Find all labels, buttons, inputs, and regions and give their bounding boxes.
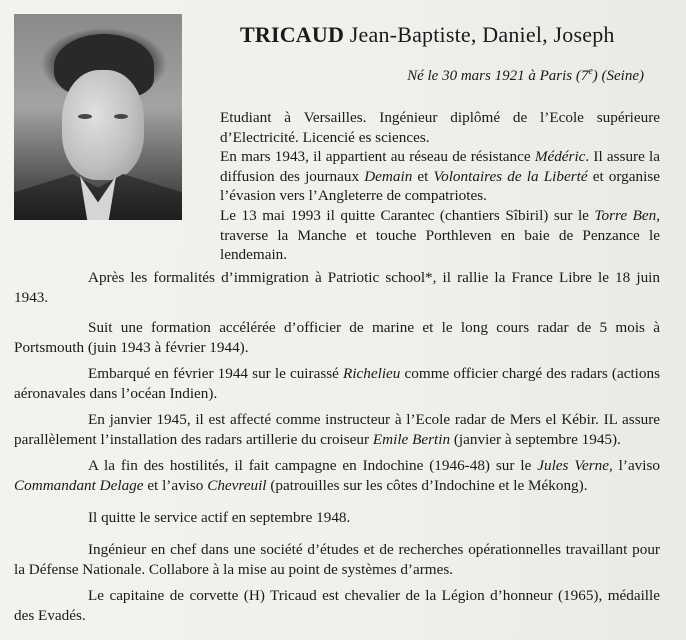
text-run: En janvier 1945, il est affecté comme instructeur à l’Ecole radar de Mers el Kébir. IL assure parallèlement l’installation des radars artillerie du croiseur	[14, 411, 660, 448]
network-name: Médéric	[534, 148, 586, 165]
birth-suffix: ) (Seine)	[592, 68, 644, 84]
paragraph-training	[14, 318, 660, 357]
portrait-left-eye	[78, 114, 92, 119]
paragraph-indochina	[14, 456, 660, 495]
portrait-right-eye	[114, 114, 128, 119]
newspaper-name: Volontaires de la Liberté	[433, 167, 588, 185]
portrait-photo	[14, 14, 182, 220]
text-run: A la fin des hostilités, il fait campagne en Indochine (1946-48) sur le	[88, 457, 538, 474]
ship-name: Commandant Delage	[14, 476, 144, 494]
text-run: et	[412, 167, 434, 185]
text-run: Embarqué en février 1944 sur le cuirassé	[88, 365, 344, 382]
ship-name: Richelieu	[343, 365, 401, 382]
paragraph-text: Ingénieur en chef dans une société d’études et de recherches opérationnelles travaillant pour la Défense Nationale. Collabore à la mise au point de systèmes d’armes.	[14, 541, 660, 578]
text-run: (patrouilles sur les côtes d’Indochine et le Mékong).	[266, 476, 588, 494]
paragraph-text: Le capitaine de corvette (H) Tricaud est chevalier de la Légion d’honneur (1965), médaille des Evadés.	[14, 587, 660, 624]
paragraph-text: Suit une formation accélérée d’officier de marine et le long cours radar de 5 mois à Portsmouth (juin 1943 à février 1944).	[14, 319, 660, 356]
text-run: En mars 1943, il appartient au réseau de résistance	[220, 148, 535, 165]
paragraph-free-france	[14, 268, 660, 307]
surname: TRICAUD	[240, 22, 345, 47]
birth-line	[240, 66, 644, 85]
portrait-face	[62, 70, 144, 180]
text-run: comme officier chargé des radars (actions aéronavales dans l’océan Indien).	[14, 365, 661, 402]
paragraph-resistance	[220, 147, 660, 206]
text-run: . Il assure la diffusion des journaux	[220, 148, 660, 185]
text-run: (janvier à septembre 1945).	[450, 430, 621, 448]
paragraph-text: Etudiant à Versailles. Ingénieur diplômé de l’Ecole supérieure d’Electricité. Licencié es sciences.	[220, 109, 660, 146]
paragraph-richelieu	[14, 364, 660, 403]
paragraph-text: Il quitte le service actif en septembre 1948.	[88, 509, 351, 526]
newspaper-name: Demain	[364, 167, 413, 185]
ship-name: Emile Bertin	[372, 430, 451, 448]
text-run: et organise l’évasion vers l’Angleterre de compatriotes.	[220, 167, 660, 204]
paragraph-retirement	[14, 508, 660, 528]
text-run: , l’aviso	[608, 457, 660, 474]
text-run: , traverse la Manche et touche Porthleven en baie de Penzance le lendemain.	[220, 207, 660, 263]
paragraph-education	[220, 108, 660, 147]
text-run: et l’aviso	[143, 476, 208, 494]
ship-name: Chevreuil	[207, 476, 267, 494]
paragraph-honours	[14, 586, 660, 625]
birth-sup: e	[588, 66, 593, 77]
paragraph-mers-el-kebir	[14, 410, 660, 449]
ship-name: Jules Verne	[537, 457, 609, 474]
paragraph-text: Après les formalités d’immigration à Patriotic school*, il rallie la France Libre le 18 juin 1943.	[14, 269, 660, 306]
paragraph-engineer	[14, 540, 660, 579]
given-names: Jean-Baptiste, Daniel, Joseph	[349, 22, 615, 47]
ship-name: Torre Ben	[594, 207, 657, 224]
person-name-heading	[240, 22, 670, 48]
paragraph-escape	[220, 206, 660, 265]
text-run: Le 13 mai 1993 il quitte Carantec (chantiers Sîbiril) sur le	[220, 207, 595, 224]
birth-prefix: Né le 30 mars 1921 à Paris (7	[407, 68, 589, 84]
